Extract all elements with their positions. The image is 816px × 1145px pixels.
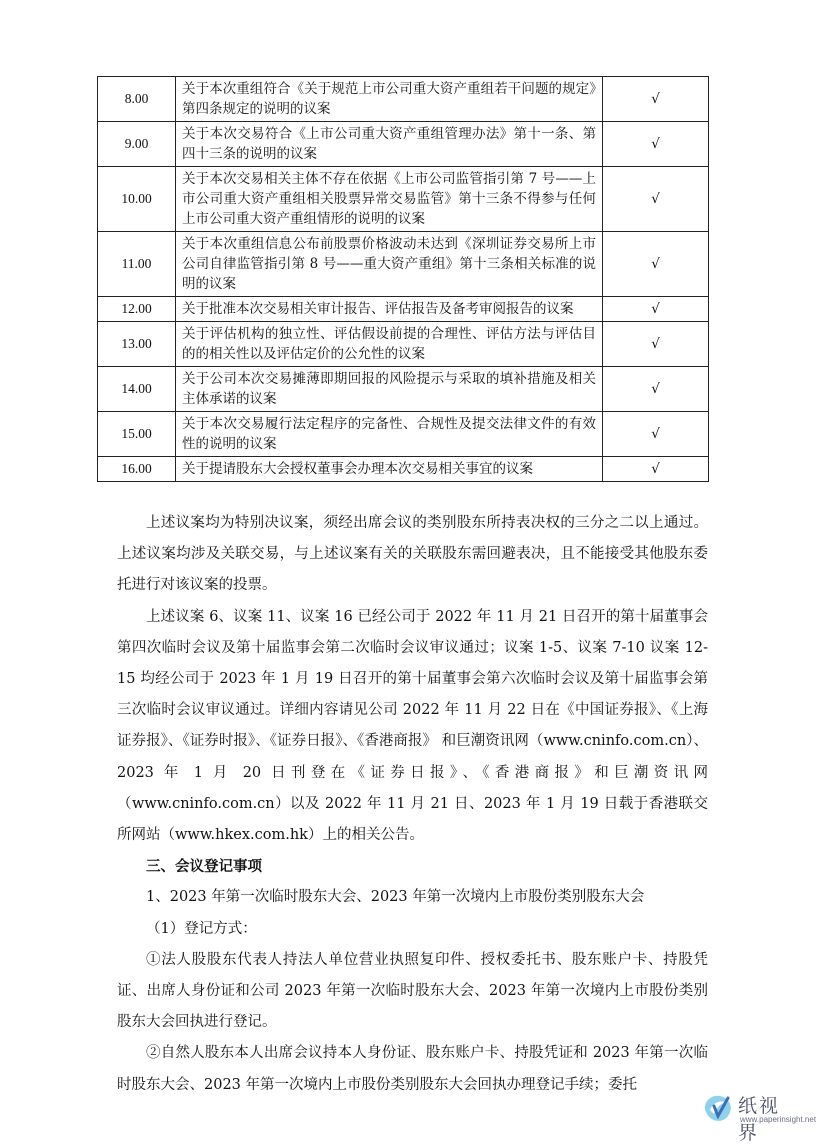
- motion-number: 16.00: [98, 457, 176, 482]
- motion-description: 关于本次交易符合《上市公司重大资产重组管理办法》第十一条、第四十三条的说明的议案: [176, 122, 603, 167]
- motions-table: [97, 76, 709, 482]
- body-text: [117, 508, 708, 1101]
- checkmark-cell: √: [603, 322, 709, 367]
- table-row: [98, 122, 709, 167]
- table-row: [98, 77, 709, 122]
- checkmark-cell: √: [603, 77, 709, 122]
- motion-description: 关于本次交易相关主体不存在依据《上市公司监管指引第 7 号——上市公司重大资产重组相关股票异常交易监管》第十三条不得参与任何上市公司重大资产重组情形的说明的议案: [176, 167, 603, 232]
- motion-number: 14.00: [98, 367, 176, 412]
- checkmark-cell: √: [603, 457, 709, 482]
- table-row: [98, 367, 709, 412]
- checkmark-cell: √: [603, 167, 709, 232]
- motion-number: 10.00: [98, 167, 176, 232]
- section-heading-registration: 三、会议登记事项: [146, 858, 262, 876]
- checkmark-cell: √: [603, 412, 709, 457]
- motion-number: 11.00: [98, 232, 176, 297]
- checkmark-cell: √: [603, 122, 709, 167]
- motion-description: 关于本次重组符合《关于规范上市公司重大资产重组若干问题的规定》第四条规定的说明的议案: [176, 77, 603, 122]
- table-row: [98, 297, 709, 322]
- motion-number: 9.00: [98, 122, 176, 167]
- motion-number: 13.00: [98, 322, 176, 367]
- checkmark-cell: √: [603, 232, 709, 297]
- item-legal-person: ①法人股股东代表人持法人单位营业执照复印件、授权委托书、股东账户卡、持股凭证、出席人身份证和公司 2023 年第一次临时股东大会、2023 年第一次境内上市股份类别股东大会回执进行登记。: [117, 951, 708, 1031]
- motion-description: 关于评估机构的独立性、评估假设前提的合理性、评估方法与评估目的的相关性以及评估定价的公允性的议案: [176, 322, 603, 367]
- motion-description: 关于批准本次交易相关审计报告、评估报告及备考审阅报告的议案: [176, 297, 603, 322]
- table-row: [98, 457, 709, 482]
- table-row: [98, 232, 709, 297]
- checkmark-cell: √: [603, 367, 709, 412]
- item-natural-person: ②自然人股东本人出席会议持本人身份证、股东账户卡、持股凭证和 2023 年第一次临时股东大会、2023 年第一次境内上市股份类别股东大会回执办理登记手续；委托: [117, 1045, 708, 1093]
- table-row: [98, 167, 709, 232]
- motion-number: 8.00: [98, 77, 176, 122]
- watermark-text: 纸视界: [738, 1095, 781, 1144]
- sub-heading-registration-method: （1）登记方式：: [146, 920, 257, 937]
- motion-description: 关于公司本次交易摊薄即期回报的风险提示与采取的填补措施及相关主体承诺的议案: [176, 367, 603, 412]
- motion-number: 15.00: [98, 412, 176, 457]
- table-row: [98, 322, 709, 367]
- paragraph-special-resolution: 上述议案均为特别决议案，须经出席会议的类别股东所持表决权的三分之二以上通过。上述议案均涉及关联交易，与上述议案有关的关联股东需回避表决，且不能接受其他股东委托进行对该议案的投票。: [117, 515, 708, 594]
- watermark-url: www.paperinsight.net: [740, 1115, 816, 1124]
- paperinsight-logo-icon: [700, 1090, 736, 1126]
- motion-description: 关于提请股东大会授权董事会办理本次交易相关事宜的议案: [176, 457, 603, 482]
- table-row: [98, 412, 709, 457]
- motion-description: 关于本次交易履行法定程序的完备性、合规性及提交法律文件的有效性的说明的议案: [176, 412, 603, 457]
- paragraph-approval-history: 上述议案 6、议案 11、议案 16 已经公司于 2022 年 11 月 21 日召开的第十届董事会第四次临时会议及第十届监事会第二次临时会议审议通过；议案 1-5、议案 7-10 议案 12-15 均经公司于 2023 年 1 月 19 日召开的第十届董事会第六次临时会议及第十届监事会第三次临时会议审议通过。详细内容请见公司 2022 年 11 月 22 日在《中国证券报》、《上海证券报》、《证券时报》、《证券日报》、《香港商报》 和巨潮资讯网（www.cninfo.com.cn）、2023 年 1 月 20 日刊登在《证券日报》、《香港商报》和巨潮资讯网（www.cninfo.com.cn）以及 2022 年 11 月 21 日、2023 年 1 月 19 日载于香港联交所网站（www.hkex.com.hk）上的相关公告。: [117, 608, 708, 844]
- motion-number: 12.00: [98, 297, 176, 322]
- motion-description: 关于本次重组信息公布前股票价格波动未达到《深圳证券交易所上市公司自律监管指引第 8 号——重大资产重组》第十三条相关标准的说明的议案: [176, 232, 603, 297]
- checkmark-cell: √: [603, 297, 709, 322]
- sub-heading-meetings: 1、2023 年第一次临时股东大会、2023 年第一次境内上市股份类别股东大会: [146, 889, 645, 906]
- watermark-logo: [700, 1085, 816, 1144]
